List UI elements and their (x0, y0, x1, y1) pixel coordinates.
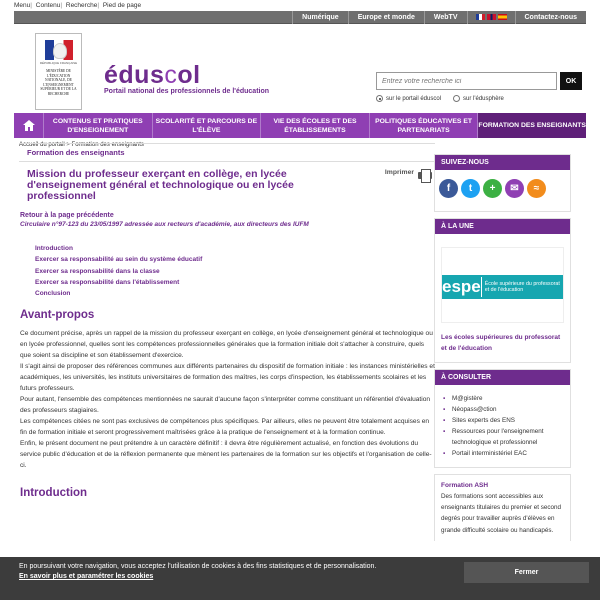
ministry-name: MINISTÈRE DE L'ÉDUCATION NATIONALE, DE L'ENSEIGNEMENT SUPÉRIEUR ET DE LA RECHERCHE (40, 69, 77, 96)
main-nav (14, 113, 586, 138)
facebook-icon[interactable]: f (439, 179, 458, 198)
topbar-link-europe[interactable]: Europe et monde (348, 11, 424, 24)
table-of-contents (35, 243, 435, 299)
marianne-icon (45, 40, 73, 60)
nav-item-vie-ecoles[interactable]: VIE DES ÉCOLES ET DES ÉTABLISSEMENTS (261, 113, 370, 138)
logo-word: éduscol (104, 61, 201, 89)
twitter-icon[interactable]: t (461, 179, 480, 198)
consult-link-eac[interactable]: ▪ Portail interministériel EAC (443, 448, 564, 459)
follow-box (434, 154, 571, 212)
toc-link-classe[interactable]: Exercer sa responsabilité dans la classe (35, 267, 160, 275)
skip-links: Menu| Contenu| Recherche| Pied de page (14, 2, 142, 9)
search-scope-portal[interactable]: sur le portail éduscol (376, 95, 441, 102)
heading-avant-propos: Avant-propos (20, 309, 95, 322)
skip-link-menu[interactable]: Menu (14, 2, 31, 9)
consult-link-magistere[interactable]: ▪ M@gistère (443, 393, 564, 404)
consult-link-ens[interactable]: ▪ Sites experts des ENS (443, 415, 564, 426)
toc-link-systeme[interactable]: Exercer sa responsabilité au sein du système éducatif (35, 256, 203, 264)
heading-introduction: Introduction (20, 487, 88, 500)
home-icon (23, 120, 35, 131)
cookie-banner (0, 557, 600, 600)
search-button[interactable]: OK (560, 72, 582, 90)
print-button[interactable]: Imprimer (385, 169, 432, 202)
espe-logo-word: espe (442, 277, 481, 296)
home-button[interactable] (14, 113, 44, 138)
search-box (376, 72, 582, 102)
cookie-message: En poursuivant votre navigation, vous acceptez l'utilisation de cookies à des fins statistiques et de personnalisation. (19, 563, 377, 570)
nav-item-politiques[interactable]: POLITIQUES ÉDUCATIVES ET PARTENARIATS (370, 113, 479, 138)
search-input[interactable] (376, 72, 557, 90)
ash-text: Des formations sont accessibles aux enseignants titulaires du premier et second degrés pour travailler auprès d'élèves en grande difficulté scolaire ou handicapés. (441, 493, 562, 534)
section-label[interactable]: Formation des enseignants (19, 143, 435, 162)
body-paragraph: Ce document précise, après un rappel de la mission du professeur exerçant en collège, en lycée d'enseignement général et technologique ou en lycée professionnel, quelles sont les compétences professionnelles générales que la formation initiale doit s'attacher à construire, quels que soient sa discipline et son établissement d'exercice. Il s'agit ainsi de proposer des références communes aux différents partenaires du dispositif de formation initiale : les instances ministérielles et académiques, les universités, les instituts universitaires de formation des maîtres, les corps d'inspection, les établissements scolaires et les futurs professeurs. Pour autant, l'ensemble des compétences mentionnées ne saurait d'aucune façon s'interpréter comme constituant un référentiel d'évaluation des professeurs stagiaires. Les compétences citées ne sont pas exclusives de compétences plus spécifiques. Par ailleurs, elles ne peuvent être totalement acquises en fin de formation initiale et seront progressivement maîtrisées grâce à la pratique de l'enseignement et à la formation continue. Enfin, le présent document ne peut prétendre à un caractère définitif : il devra être régulièrement actualisé, en fonction des évolutions du service public d'éducation et de la réflexion permanente que mènent les partenaires de la formation sur les objectifs et l'organisation de celle-ci. (20, 330, 435, 470)
toc-link-conclusion[interactable]: Conclusion (35, 290, 71, 298)
toc-link-etablissement[interactable]: Exercer sa responsabilité dans l'établissement (35, 278, 180, 286)
breadcrumb-current[interactable]: > Formation des enseignants (66, 142, 144, 148)
flag-en-icon[interactable] (487, 14, 496, 20)
email-icon[interactable]: ✉ (505, 179, 524, 198)
circular-reference: Circulaire n°97-123 du 23/05/1997 adressée aux recteurs d'académie, aux directeurs des IUFM (20, 221, 309, 228)
cookie-close-button[interactable]: Fermer (464, 562, 589, 583)
top-bar (14, 11, 586, 24)
flag-es-icon[interactable] (498, 14, 507, 20)
ministry-republic: RÉPUBLIQUE FRANÇAISE (39, 61, 78, 65)
topbar-link-numerique[interactable]: Numérique (292, 11, 348, 24)
ministry-logo[interactable] (35, 33, 82, 110)
main-content (19, 143, 435, 499)
nav-item-contenus[interactable]: CONTENUS ET PRATIQUES D'ENSEIGNEMENT (44, 113, 153, 138)
contact-link[interactable]: Contactez-nous (515, 11, 587, 24)
consult-link-neopassaction[interactable]: ▪ Néopass@ction (443, 404, 564, 415)
skip-link-content[interactable]: Contenu (35, 2, 61, 9)
printer-icon (418, 169, 432, 181)
language-selector (467, 11, 515, 24)
follow-title: SUIVEZ-NOUS (435, 155, 570, 170)
consult-title: À CONSULTER (435, 370, 570, 385)
cookie-settings-link[interactable]: En savoir plus et paramétrer les cookies (19, 573, 154, 581)
sidebar (434, 154, 571, 547)
rss-icon[interactable]: ≈ (527, 179, 546, 198)
topbar-link-webtv[interactable]: WebTV (424, 11, 467, 24)
espe-logo-text: École supérieure du professorat et de l'éducation (484, 281, 560, 293)
breadcrumb-home[interactable]: Accueil du portail (19, 142, 65, 148)
nav-item-formation[interactable]: FORMATION DES ENSEIGNANTS (478, 113, 586, 138)
toc-link-introduction[interactable]: Introduction (35, 245, 73, 252)
eduscol-logo[interactable] (104, 63, 269, 95)
google-plus-icon[interactable]: + (483, 179, 502, 198)
espe-caption-link[interactable]: Les écoles supérieures du professorat et de l'éducation (441, 334, 561, 352)
page-wrapper (14, 11, 586, 152)
ash-box (434, 474, 571, 541)
espe-banner[interactable] (441, 247, 564, 323)
skip-link-footer[interactable]: Pied de page (102, 2, 142, 9)
consult-link-ressources[interactable]: ▪ Ressources pour l'enseignement technologique et professionnel (443, 426, 564, 448)
ash-title[interactable]: Formation ASH (441, 482, 489, 489)
consult-box (434, 369, 571, 468)
une-title: À LA UNE (435, 219, 570, 234)
skip-link-search[interactable]: Recherche (65, 2, 98, 9)
radio-checked-icon (376, 95, 383, 102)
page-title: Mission du professeur exerçant en collège, en lycée d'enseignement général et technologique ou en lycée professionnel (27, 168, 294, 202)
radio-unchecked-icon (453, 95, 460, 102)
flag-fr-icon[interactable] (476, 14, 485, 20)
back-link[interactable]: Retour à la page précédente (20, 212, 114, 219)
logo-tagline: Portail national des professionnels de l'éducation (104, 88, 270, 95)
nav-item-scolarite[interactable]: SCOLARITÉ ET PARCOURS DE L'ÉLÈVE (153, 113, 262, 138)
search-scope-edusphere[interactable]: sur l'édusphère (453, 95, 504, 102)
site-header (14, 24, 586, 113)
une-box (434, 218, 571, 363)
social-links (435, 170, 570, 211)
